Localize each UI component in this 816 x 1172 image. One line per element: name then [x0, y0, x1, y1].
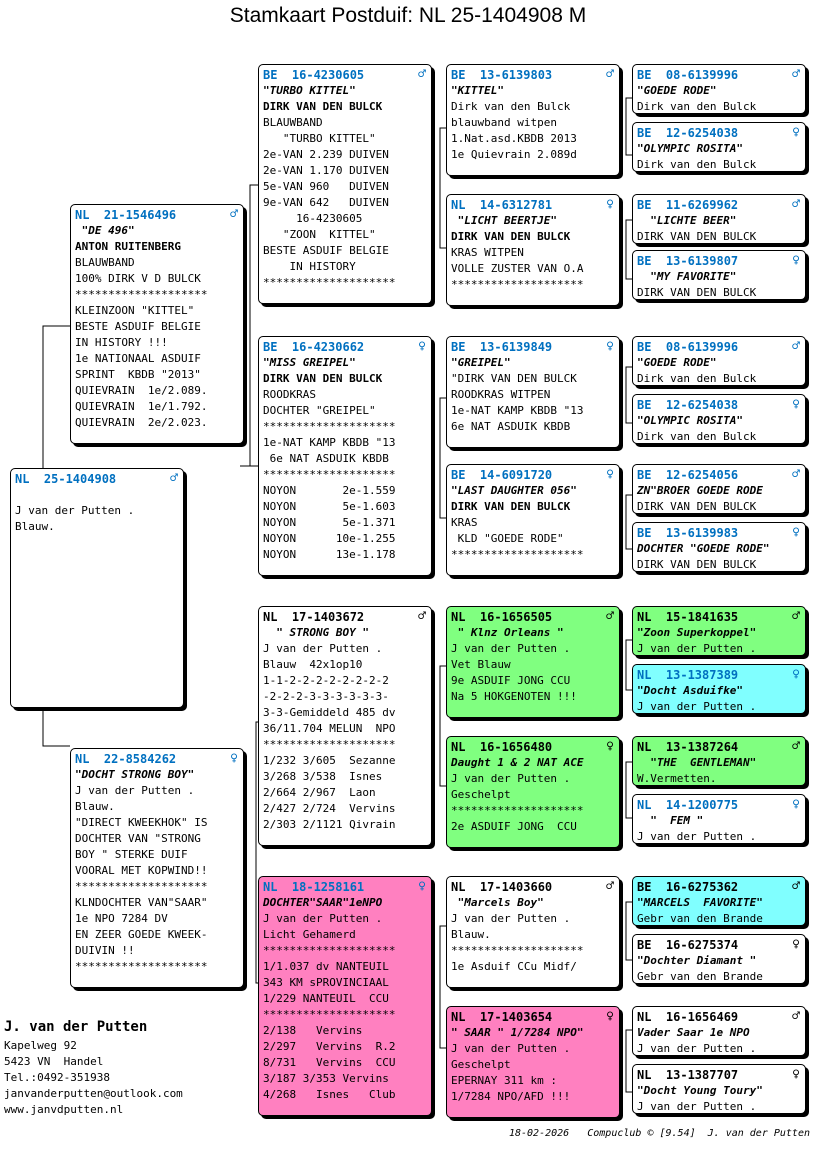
card-text-line: ********************: [263, 276, 396, 289]
ring-number: NL 16-1656469: [637, 1010, 739, 1024]
card-text-line: "DIRECT KWEEKHOK" IS: [75, 816, 208, 829]
card-text-line: KLNDOCHTER VAN"SAAR": [75, 896, 208, 909]
card-text-line: BOY " STERKE DUIF: [75, 848, 188, 861]
footer-credit: 18-02-2026 Compuclub © [9.54] J. van der Putten: [508, 1128, 810, 1139]
card-text-line: "LICHT BEERTJE": [451, 214, 557, 227]
card-text-line: NOYON 5e-1.371: [263, 516, 396, 529]
card-text-line: ********************: [451, 548, 584, 561]
ring-number: BE 12-6254038: [637, 398, 739, 412]
ring-number: BE 13-6139807: [637, 254, 739, 268]
female-icon: ♀: [792, 667, 800, 682]
pigeon-card-g15[interactable]: [632, 1006, 806, 1056]
card-text-line: Geschelpt: [451, 1058, 511, 1071]
card-text-line: 3/268 3/538 Isnes: [263, 770, 383, 783]
owner-address: Kapelweg 92: [4, 1039, 77, 1052]
card-text-line: VOORAL MET KOPWIND!!: [75, 864, 208, 877]
card-text-line: "Docht Young Toury": [637, 1084, 763, 1097]
card-text-line: 1e-NAT KAMP KBDB "13: [263, 436, 396, 449]
card-header: [263, 879, 426, 895]
card-text-line: 16-4230605: [263, 212, 363, 225]
female-icon: ♀: [606, 1009, 614, 1024]
ring-number: NL 17-1403672: [263, 610, 365, 624]
card-text-line: QUIEVRAIN 1e/1.792.: [75, 400, 208, 413]
male-icon: ♂: [792, 1009, 800, 1024]
card-text-line: 1e NATIONAAL ASDUIF: [75, 352, 201, 365]
card-text-line: EPERNAY 311 km :: [451, 1074, 557, 1087]
card-text-line: " Klnz Orleans ": [451, 626, 564, 639]
card-text-line: KLD "GOEDE RODE": [451, 532, 564, 545]
card-text-line: J van der Putten .: [263, 912, 383, 925]
card-header: [637, 67, 800, 83]
pigeon-card-ff[interactable]: [258, 64, 432, 304]
pigeon-card-g8[interactable]: [632, 522, 806, 572]
pigeon-card-g11[interactable]: [632, 736, 806, 786]
card-header: [637, 1067, 800, 1083]
male-icon: ♂: [606, 609, 614, 624]
female-icon: ♀: [418, 339, 426, 354]
card-text-line: SPRINT KBDB "2013": [75, 368, 201, 381]
card-text-line: Gebr van den Brande: [637, 912, 763, 925]
card-text-line: 36/11.704 MELUN NPO: [263, 722, 396, 735]
card-text-line: Vet Blauw: [451, 658, 511, 671]
male-icon: ♂: [792, 197, 800, 212]
card-text-line: 6e NAT ASDUIK KBDB: [451, 420, 571, 433]
card-text-line: "LICHTE BEER": [637, 214, 737, 227]
card-text-line: Daught 1 & 2 NAT ACE: [451, 756, 584, 769]
owner-info: [4, 1016, 183, 1118]
male-icon: ♂: [606, 67, 614, 82]
card-text-line: J van der Putten .: [637, 1100, 757, 1113]
card-text-line: " FEM ": [637, 814, 704, 827]
card-text-line: Vader Saar 1e NPO: [637, 1026, 750, 1039]
ring-number: BE 11-6269962: [637, 198, 739, 212]
card-text-line: ROODKRAS: [263, 388, 316, 401]
pigeon-card-mf[interactable]: [258, 606, 432, 846]
ring-number: BE 14-6091720: [451, 468, 553, 482]
male-icon: ♂: [792, 467, 800, 482]
card-text-line: "THE GENTLEMAN": [637, 756, 757, 769]
male-icon: ♂: [170, 471, 178, 486]
female-icon: ♀: [606, 339, 614, 354]
card-text-line: "Dochter Diamant ": [637, 954, 757, 967]
owner-postcode: 5423 VN Handel: [4, 1055, 104, 1068]
card-text-line: "KITTEL": [451, 84, 504, 97]
card-text-line: 343 KM sPROVINCIAAL: [263, 976, 389, 989]
card-text-line: DIRK VAN DEN BULCK: [263, 372, 383, 385]
owner-name: J. van der Putten: [4, 1019, 148, 1035]
card-text-line: DIRK VAN DEN BULCK: [637, 286, 757, 299]
card-text-line: "DOCHT STRONG BOY": [75, 768, 195, 781]
male-icon: ♂: [230, 207, 238, 222]
card-text-line: DOCHTER VAN "STRONG: [75, 832, 201, 845]
card-text-line: "DIRK VAN DEN BULCK: [451, 372, 577, 385]
card-text-line: ********************: [75, 880, 208, 893]
card-text-line: 8/731 Vervins CCU: [263, 1056, 396, 1069]
card-text-line: ROODKRAS WITPEN: [451, 388, 551, 401]
female-icon: ♀: [418, 879, 426, 894]
ring-number: NL 16-1656505: [451, 610, 553, 624]
card-text-line: BESTE ASDUIF BELGIE: [263, 244, 389, 257]
page-title: Stamkaart Postduif: NL 25-1404908 M: [229, 4, 587, 27]
card-text-line: DIRK VAN DEN BULCK: [637, 230, 757, 243]
card-text-line: KLEINZOON "KITTEL": [75, 304, 195, 317]
card-text-line: blauwband witpen: [451, 116, 557, 129]
card-text-line: Dirk van den Bulck: [637, 372, 757, 385]
card-header: [15, 471, 178, 487]
card-text-line: DOCHTER "GOEDE RODE": [637, 542, 770, 555]
card-text-line: W.Vermetten.: [637, 772, 717, 785]
card-text-line: 2e-VAN 2.239 DUIVEN: [263, 148, 389, 161]
card-text-line: Dirk van den Bulck: [451, 100, 571, 113]
pigeon-card-g5[interactable]: [632, 336, 806, 386]
pigeon-card-fmm[interactable]: [446, 464, 620, 576]
card-text-line: Geschelpt: [451, 788, 511, 801]
card-text-line: ********************: [263, 468, 396, 481]
card-text-line: 3-3-Gemiddeld 485 dv: [263, 706, 396, 719]
card-text-line: 2e-VAN 1.170 DUIVEN: [263, 164, 389, 177]
card-text-line: J van der Putten .: [75, 784, 195, 797]
card-text-line: "GREIPEL": [451, 356, 511, 369]
card-text-line: J van der Putten .: [451, 772, 571, 785]
pigeon-card-g16[interactable]: [632, 1064, 806, 1114]
male-icon: ♂: [606, 879, 614, 894]
card-text-line: 1/1.037 dv NANTEUIL: [263, 960, 389, 973]
card-text-line: 9e ASDUIF JONG CCU: [451, 674, 571, 687]
card-text-line: ********************: [75, 960, 208, 973]
pigeon-card-g9[interactable]: [632, 606, 806, 656]
male-icon: ♂: [792, 609, 800, 624]
card-text-line: DOCHTER "GREIPEL": [263, 404, 376, 417]
card-header: [75, 751, 238, 767]
ring-number: NL 17-1403660: [451, 880, 553, 894]
card-text-line: NOYON 5e-1.603: [263, 500, 396, 513]
card-text-line: 1e Quievrain 2.089d: [451, 148, 577, 161]
ring-number: NL 15-1841635: [637, 610, 739, 624]
pigeon-card-g7[interactable]: [632, 464, 806, 514]
card-text-line: 2/297 Vervins R.2: [263, 1040, 396, 1053]
female-icon: ♀: [792, 797, 800, 812]
card-header: [263, 609, 426, 625]
ring-number: NL 17-1403654: [451, 1010, 553, 1024]
ring-number: BE 13-6139803: [451, 68, 553, 82]
pigeon-card-g12[interactable]: [632, 794, 806, 844]
card-text-line: 1e Asduif CCu Midf/: [451, 960, 577, 973]
card-text-line: "ZOON KITTEL": [263, 228, 376, 241]
card-text-line: QUIEVRAIN 1e/2.089.: [75, 384, 208, 397]
card-text-line: ZN"BROER GOEDE RODE: [637, 484, 763, 497]
ring-number: BE 16-4230605: [263, 68, 365, 82]
card-text-line: Dirk van den Bulck: [637, 100, 757, 113]
card-text-line: DIRK VAN DEN BULCK: [451, 230, 571, 243]
male-icon: ♂: [418, 67, 426, 82]
pigeon-card-g6[interactable]: [632, 394, 806, 444]
card-text-line: "DE 496": [75, 224, 135, 237]
card-text-line: 1e NPO 7284 DV: [75, 912, 168, 925]
card-text-line: ********************: [75, 288, 208, 301]
card-text-line: DIRK VAN DEN BULCK: [637, 558, 757, 571]
card-text-line: KRAS WITPEN: [451, 246, 524, 259]
ring-number: BE 13-6139849: [451, 340, 553, 354]
ring-number: BE 12-6254056: [637, 468, 739, 482]
ring-number: BE 12-6254038: [637, 126, 739, 140]
card-text-line: Blauw.: [15, 520, 55, 533]
pigeon-card-mm[interactable]: [258, 876, 432, 1116]
card-text-line: "GOEDE RODE": [637, 84, 717, 97]
pigeon-card-mother[interactable]: [70, 748, 244, 988]
card-header: [451, 609, 614, 625]
card-header: [637, 253, 800, 269]
card-text-line: ********************: [263, 420, 396, 433]
card-text-line: "OLYMPIC ROSITA": [637, 414, 743, 427]
card-text-line: 4/268 Isnes Club: [263, 1088, 396, 1101]
card-text-line: "MARCELS FAVORITE": [637, 896, 763, 909]
card-text-line: J van der Putten .: [451, 642, 571, 655]
card-text-line: ANTON RUITENBERG: [75, 240, 181, 253]
card-text-line: NOYON 10e-1.255: [263, 532, 396, 545]
pigeon-card-g4[interactable]: [632, 250, 806, 300]
card-text-line: 9e-VAN 642 DUIVEN: [263, 196, 389, 209]
female-icon: ♀: [792, 397, 800, 412]
ring-number: NL 25-1404908: [15, 472, 117, 486]
male-icon: ♂: [792, 739, 800, 754]
card-text-line: J van der Putten .: [637, 1042, 757, 1055]
card-text-line: 2/664 2/967 Laon: [263, 786, 376, 799]
card-text-line: EN ZEER GOEDE KWEEK-: [75, 928, 208, 941]
card-text-line: IN HISTORY: [263, 260, 356, 273]
card-text-line: "OLYMPIC ROSITA": [637, 142, 743, 155]
card-text-line: "Zoon Superkoppel": [637, 626, 757, 639]
female-icon: ♀: [792, 253, 800, 268]
card-text-line: Licht Gehamerd: [263, 928, 356, 941]
card-header: [263, 67, 426, 83]
card-text-line: "Docht Asduifke": [637, 684, 743, 697]
male-icon: ♂: [792, 339, 800, 354]
male-icon: ♂: [792, 879, 800, 894]
female-icon: ♀: [606, 467, 614, 482]
card-text-line: 5e-VAN 960 DUIVEN: [263, 180, 389, 193]
card-header: [637, 937, 800, 953]
pigeon-card-mfm[interactable]: [446, 736, 620, 848]
card-text-line: 2/138 Vervins: [263, 1024, 363, 1037]
card-text-line: "TURBO KITTEL": [263, 84, 356, 97]
pigeon-card-g14[interactable]: [632, 934, 806, 984]
card-text-line: Blauw.: [451, 928, 491, 941]
card-text-line: J van der Putten .: [15, 504, 135, 517]
card-text-line: DIRK VAN DEN BULCK: [451, 500, 571, 513]
card-text-line: J van der Putten .: [637, 642, 757, 655]
female-icon: ♀: [606, 197, 614, 212]
card-header: [451, 197, 614, 213]
card-text-line: J van der Putten .: [637, 700, 757, 713]
card-header: [637, 525, 800, 541]
ring-number: NL 18-1258161: [263, 880, 365, 894]
ring-number: NL 16-1656480: [451, 740, 553, 754]
card-text-line: ********************: [451, 804, 584, 817]
ring-number: NL 13-1387389: [637, 668, 739, 682]
card-text-line: 100% DIRK V D BULCK: [75, 272, 201, 285]
card-text-line: DUIVIN !!: [75, 944, 135, 957]
card-text-line: 1/7284 NPO/AFD !!!: [451, 1090, 571, 1103]
card-text-line: " SAAR " 1/7284 NPO": [451, 1026, 584, 1039]
card-text-line: "MY FAVORITE": [637, 270, 737, 283]
card-text-line: "GOEDE RODE": [637, 356, 717, 369]
ring-number: BE 08-6139996: [637, 68, 739, 82]
card-text-line: "MISS GREIPEL": [263, 356, 356, 369]
card-text-line: J van der Putten .: [263, 642, 383, 655]
card-header: [637, 797, 800, 813]
card-text-line: 1.Nat.asd.KBDB 2013: [451, 132, 577, 145]
card-text-line: 1/229 NANTEUIL CCU: [263, 992, 389, 1005]
card-header: [637, 667, 800, 683]
pigeon-card-fff[interactable]: [446, 64, 620, 176]
pigeon-card-g2[interactable]: [632, 122, 806, 172]
card-text-line: NOYON 13e-1.178: [263, 548, 396, 561]
card-header: [637, 879, 800, 895]
card-header: [451, 339, 614, 355]
card-text-line: Blauw.: [75, 800, 115, 813]
ring-number: BE 16-6275374: [637, 938, 739, 952]
card-text-line: J van der Putten .: [451, 1042, 571, 1055]
card-text-line: ********************: [451, 944, 584, 957]
card-text-line: NOYON 2e-1.559: [263, 484, 396, 497]
card-text-line: BLAUWBAND: [75, 256, 135, 269]
card-text-line: -2-2-2-3-3-3-3-3-3-: [263, 690, 389, 703]
card-text-line: Dirk van den Bulck: [637, 158, 757, 171]
card-text-line: 6e NAT ASDUIK KBDB: [263, 452, 389, 465]
pigeon-card-mmm[interactable]: [446, 1006, 620, 1118]
female-icon: ♀: [606, 739, 614, 754]
pigeon-card-mmf[interactable]: [446, 876, 620, 988]
card-header: [263, 339, 426, 355]
card-text-line: 1-1-2-2-2-2-2-2-2-2: [263, 674, 389, 687]
ring-number: NL 21-1546496: [75, 208, 177, 222]
owner-email[interactable]: janvanderputten@outlook.com: [4, 1087, 183, 1100]
owner-website[interactable]: www.janvdputten.nl: [4, 1103, 124, 1116]
pigeon-card-g1[interactable]: [632, 64, 806, 114]
card-header: [637, 467, 800, 483]
ring-number: BE 16-4230662: [263, 340, 365, 354]
card-text-line: BESTE ASDUIF BELGIE: [75, 320, 201, 333]
card-text-line: ********************: [263, 738, 396, 751]
card-text-line: J van der Putten .: [451, 912, 571, 925]
card-header: [637, 739, 800, 755]
card-text-line: 1e-NAT KAMP KBDB "13: [451, 404, 584, 417]
card-text-line: [15, 487, 178, 503]
ring-number: BE 08-6139996: [637, 340, 739, 354]
ring-number: NL 13-1387264: [637, 740, 739, 754]
card-text-line: 2/303 2/1121 Qivrain: [263, 818, 396, 831]
card-header: [75, 207, 238, 223]
card-text-line: KRAS: [451, 516, 478, 529]
owner-phone: Tel.:0492-351938: [4, 1071, 110, 1084]
card-text-line: 1/232 3/605 Sezanne: [263, 754, 396, 767]
card-header: [637, 197, 800, 213]
card-text-line: "Marcels Boy": [451, 896, 544, 909]
ring-number: NL 14-6312781: [451, 198, 553, 212]
pigeon-card-mff[interactable]: [446, 606, 620, 718]
pigeon-card-g10[interactable]: [632, 664, 806, 714]
card-text-line: 2/427 2/724 Vervins: [263, 802, 396, 815]
female-icon: ♀: [792, 125, 800, 140]
male-icon: ♂: [792, 67, 800, 82]
card-text-line: DIRK VAN DEN BULCK: [263, 100, 383, 113]
male-icon: ♂: [418, 609, 426, 624]
ring-number: BE 16-6275362: [637, 880, 739, 894]
pigeon-card-g13[interactable]: [632, 876, 806, 926]
card-header: [637, 1009, 800, 1025]
card-text-line: DIRK VAN DEN BULCK: [637, 500, 757, 513]
card-text-line: QUIEVRAIN 2e/2.023.: [75, 416, 208, 429]
card-text-line: ********************: [263, 1008, 396, 1021]
female-icon: ♀: [792, 937, 800, 952]
pigeon-card-fm[interactable]: [258, 336, 432, 576]
card-header: [637, 609, 800, 625]
card-header: [451, 1009, 614, 1025]
card-text-line: BLAUWBAND: [263, 116, 323, 129]
card-text-line: DOCHTER"SAAR"1eNPO: [263, 896, 383, 909]
card-text-line: ********************: [451, 278, 584, 291]
card-header: [451, 879, 614, 895]
card-text-line: "LAST DAUGHTER 056": [451, 484, 577, 497]
female-icon: ♀: [792, 525, 800, 540]
card-text-line: Na 5 HOKGENOTEN !!!: [451, 690, 577, 703]
card-text-line: Blauw 42x1op10: [263, 658, 363, 671]
card-header: [637, 339, 800, 355]
card-text-line: J van der Putten .: [637, 830, 757, 843]
pigeon-card-father[interactable]: [70, 204, 244, 444]
card-text-line: Gebr van den Brande: [637, 970, 763, 983]
card-text-line: " STRONG BOY ": [263, 626, 369, 639]
pigeon-card-subject[interactable]: [10, 468, 184, 708]
card-header: [637, 125, 800, 141]
card-text-line: Dirk van den Bulck: [637, 430, 757, 443]
card-text-line: "TURBO KITTEL": [263, 132, 376, 145]
card-header: [451, 739, 614, 755]
card-text-line: IN HISTORY !!!: [75, 336, 168, 349]
ring-number: NL 14-1200775: [637, 798, 739, 812]
card-text-line: ********************: [263, 944, 396, 957]
ring-number: NL 22-8584262: [75, 752, 177, 766]
card-header: [451, 467, 614, 483]
card-text-line: 3/187 3/353 Vervins: [263, 1072, 389, 1085]
card-text-line: VOLLE ZUSTER VAN O.A: [451, 262, 584, 275]
card-header: [451, 67, 614, 83]
card-header: [637, 397, 800, 413]
card-text-line: 2e ASDUIF JONG CCU: [451, 820, 577, 833]
pigeon-card-fmf[interactable]: [446, 336, 620, 448]
pigeon-card-g3[interactable]: [632, 194, 806, 244]
ring-number: BE 13-6139983: [637, 526, 739, 540]
female-icon: ♀: [230, 751, 238, 766]
female-icon: ♀: [792, 1067, 800, 1082]
ring-number: NL 13-1387707: [637, 1068, 739, 1082]
pigeon-card-ffm[interactable]: [446, 194, 620, 306]
